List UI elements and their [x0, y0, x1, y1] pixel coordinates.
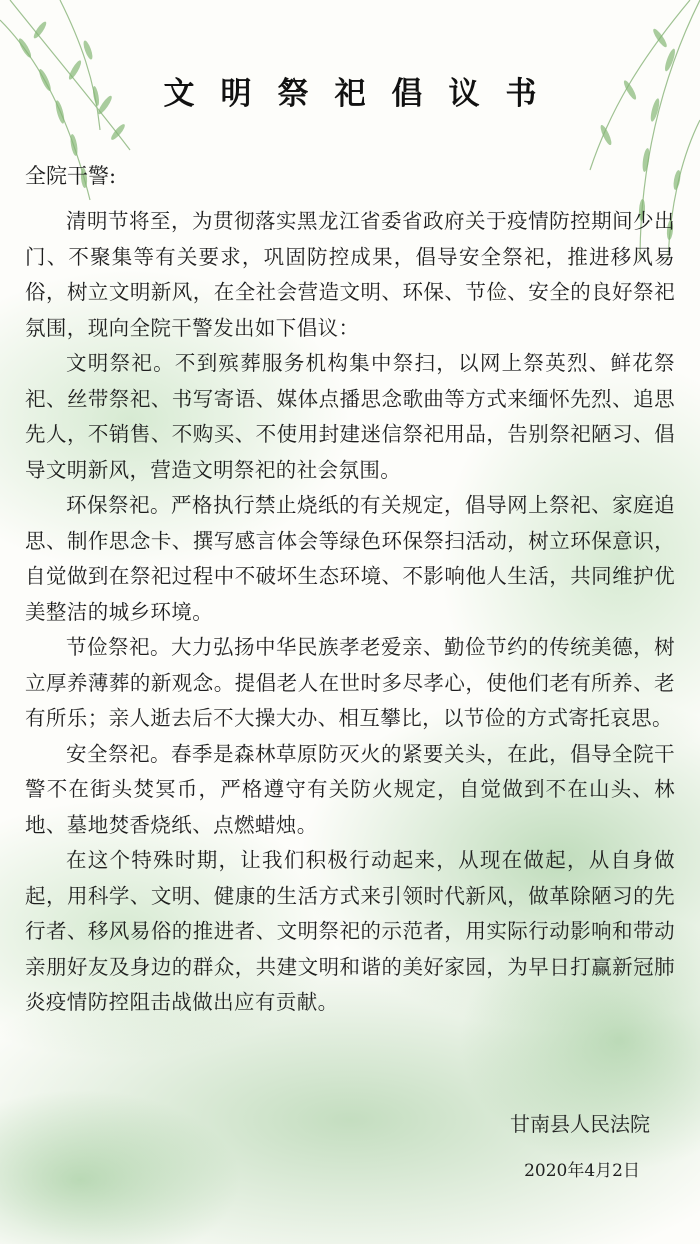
paragraph-safe-sacrifice: 安全祭祀。春季是森林草原防灭火的紧要关头，在此，倡导全院干警不在街头焚冥币，严格遵守有关防火规定，自觉做到不在山头、林地、墓地焚香烧纸、点燃蜡烛。 [25, 741, 675, 837]
document-body [25, 204, 675, 1021]
paragraph-eco-sacrifice: 环保祭祀。严格执行禁止烧纸的有关规定，倡导网上祭祀、家庭追思、制作思念卡、撰写感言体会等绿色环保祭扫活动，树立环保意识，自觉做到在祭祀过程中不破坏生态环境、不影响他人生活，共同维护优美整洁的城乡环境。 [25, 493, 675, 624]
paragraph-civilized-sacrifice: 文明祭祀。不到殡葬服务机构集中祭扫，以网上祭英烈、鲜花祭祀、丝带祭祀、书写寄语、媒体点播思念歌曲等方式来缅怀先烈、追思先人，不销售、不购买、不使用封建迷信祭祀用品，告别祭祀陋习、倡导文明新风，营造文明祭祀的社会氛围。 [25, 351, 675, 482]
signature-date: 2020年4月2日 [524, 1161, 640, 1181]
paragraph-intro: 清明节将至，为贯彻落实黑龙江省委省政府关于疫情防控期间少出门、不聚集等有关要求，巩固防控成果，倡导安全祭祀，推进移风易俗，树立文明新风，在全社会营造文明、环保、节俭、安全的良好祭祀氛围，现向全院干警发出如下倡议： [25, 209, 675, 340]
paragraph-closing-call: 在这个特殊时期，让我们积极行动起来，从现在做起，从自身做起，用科学、文明、健康的生活方式来引领时代新风，做革除陋习的先行者、移风易俗的推进者、文明祭祀的示范者，用实际行动影响和带动亲朋好友及身边的群众，共建文明和谐的美好家园，为早日打赢新冠肺炎疫情防控阻击战做出应有贡献。 [25, 848, 675, 1014]
signature-court: 甘南县人民法院 [510, 1112, 650, 1136]
page-title: 文明祭祀倡议书 [163, 76, 563, 112]
paragraph-frugal-sacrifice: 节俭祭祀。大力弘扬中华民族孝老爱亲、勤俭节约的传统美德，树立厚养薄葬的新观念。提倡老人在世时多尽孝心，使他们老有所养、老有所乐；亲人逝去后不大操大办、相互攀比，以节俭的方式寄托哀思。 [25, 635, 675, 730]
salutation: 全院干警: [25, 164, 117, 188]
